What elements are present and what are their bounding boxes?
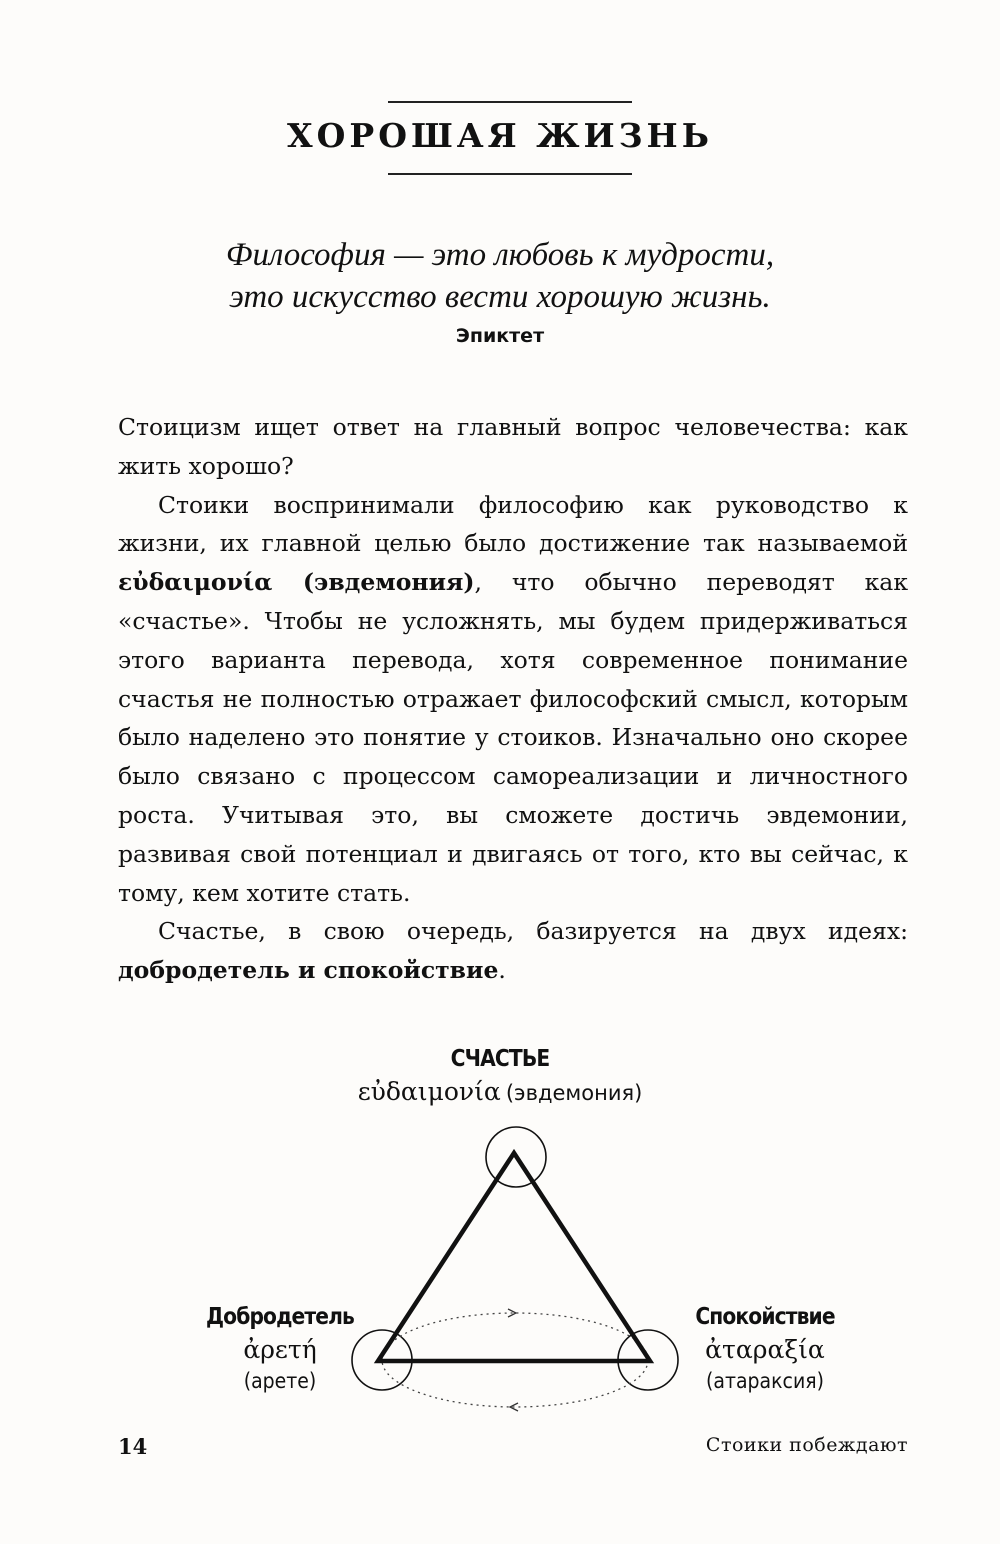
paragraph-1: Стоицизм ищет ответ на главный вопрос человечества: как жить хорошо? (118, 413, 908, 480)
virtue-triangle (378, 1153, 650, 1361)
running-title: Стоики побеждают (705, 1434, 908, 1456)
chapter-title: ХОРОШАЯ ЖИЗНЬ (287, 116, 713, 155)
tranquility-greek: ἀταραξία (705, 1335, 825, 1364)
happiness-greek: εὐδαιμονία (357, 1077, 501, 1106)
happiness-russian: (эвдемония) (505, 1081, 643, 1105)
tranquility-russian: (атараксия) (706, 1369, 824, 1393)
virtue-greek: ἀρετή (243, 1335, 317, 1364)
paragraph-2-start: Стоики воспринимали философию как руководство к жизни, их главной целью было достижение так называемой (118, 490, 908, 558)
virtue-russian: (арете) (243, 1369, 317, 1393)
paragraph-3-start: Счастье, в свою очередь, базируется на двух идеях: (158, 917, 908, 946)
paragraph-2-rest: , что обычно переводят как «счастье». Чтобы не усложнять, мы будем придерживаться этого варианта перевода, хотя современное понимание счастья не полностью отражает философский смысл, которым было наделено это понятие у стоиков. Изначально оно скорее было связано с процессом самореализации и личностного роста. Учитывая это, вы сможете достичь эвдемонии, развивая свой потенциал и двигаясь от того, кто вы сейчас, к тому, кем хотите стать. (118, 568, 909, 907)
page-number: 14 (118, 1434, 148, 1459)
virtue-tranquility-term: добродетель и спокойствие (118, 956, 499, 985)
epigraph-line-1: Философия — это любовь к мудрости, (225, 237, 775, 273)
paragraph-3-end: . (498, 956, 506, 985)
eudaimonia-greek: εὐδαιμονία (118, 568, 273, 597)
virtue-title: Добродетель (206, 1304, 354, 1330)
epigraph-author: Эпиктет (455, 325, 545, 347)
epigraph-line-2: это искусство вести хорошую жизнь. (229, 279, 771, 315)
happiness-title: СЧАСТЬЕ (450, 1046, 550, 1072)
eudaimonia-russian: (эвдемония) (272, 568, 475, 597)
tranquility-title: Спокойствие (695, 1304, 835, 1330)
